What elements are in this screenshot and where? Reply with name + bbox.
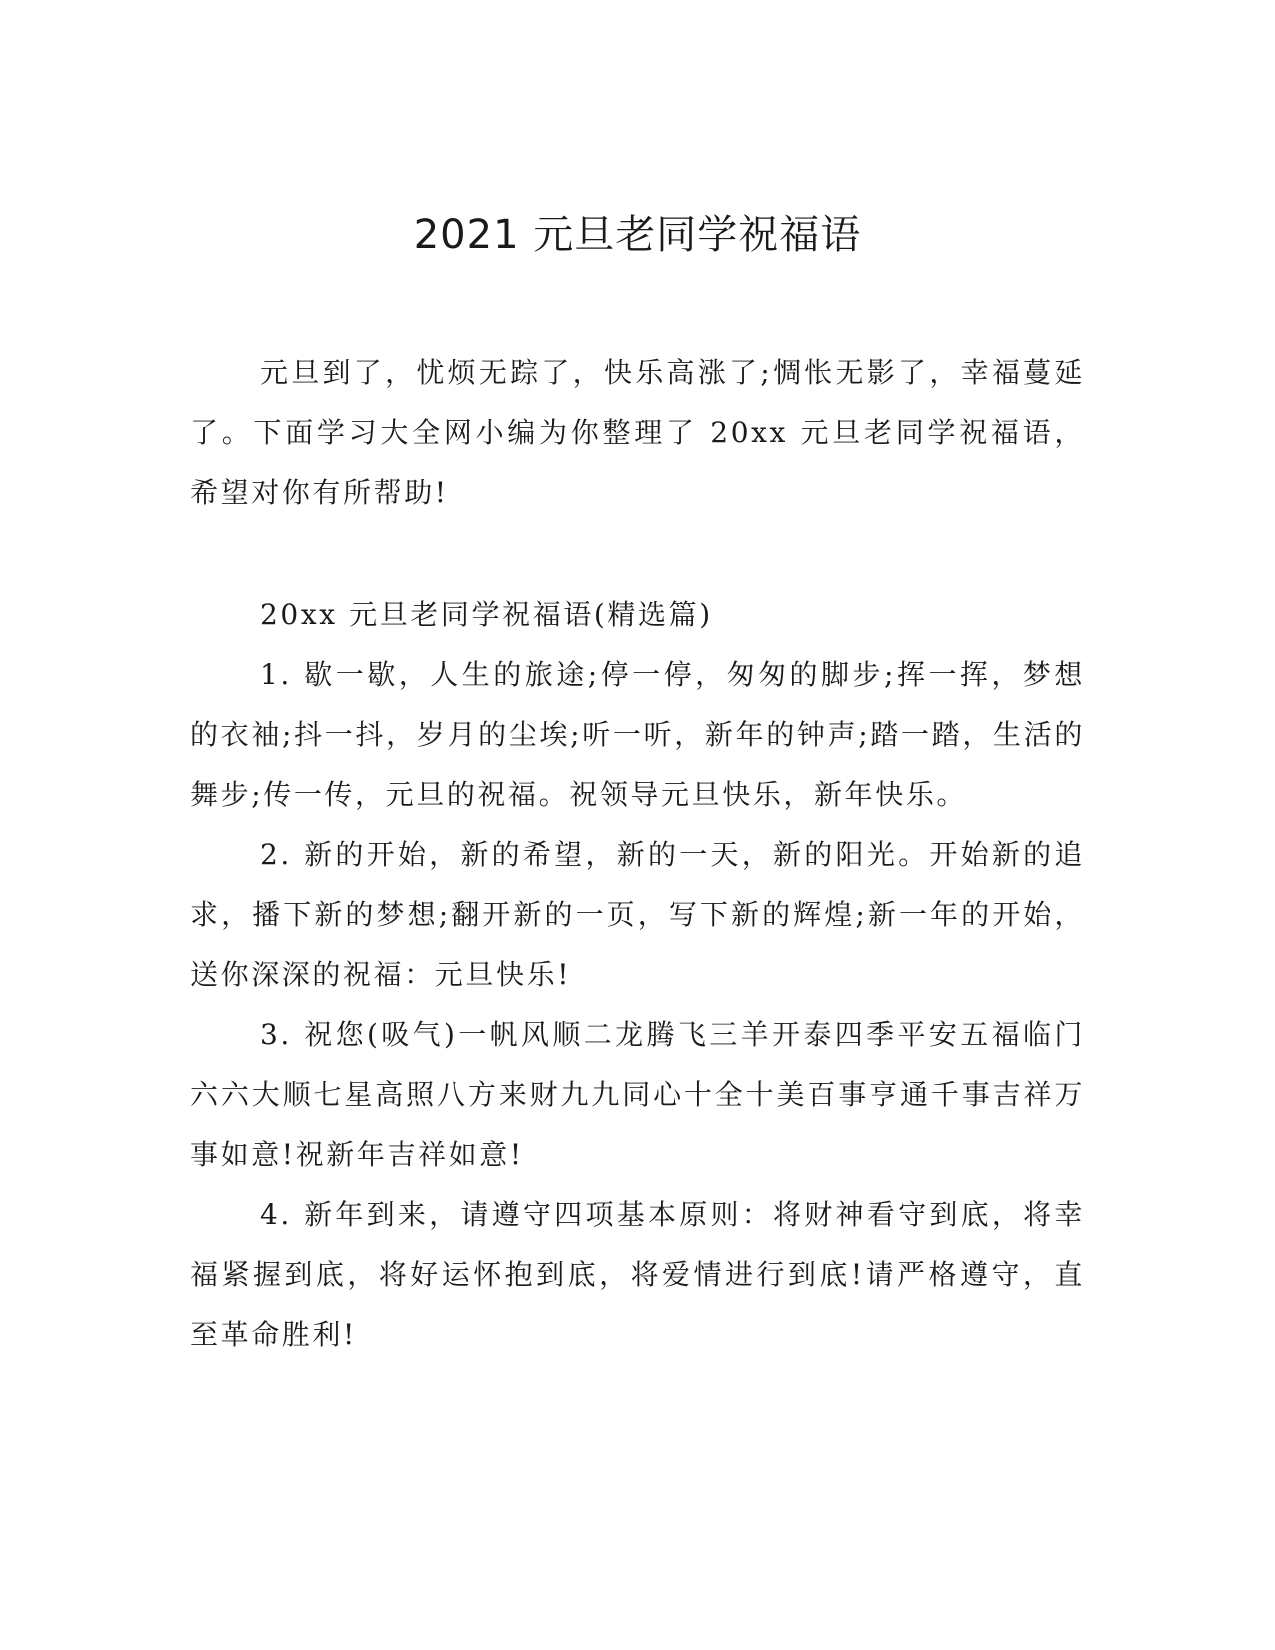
document-title: 2021 元旦老同学祝福语 [413, 212, 862, 258]
document-body [190, 343, 1085, 1365]
list-item: 1. 歇一歇，人生的旅途;停一停，匆匆的脚步;挥一挥，梦想的衣袖;抖一抖，岁月的尘埃;听一听，新年的钟声;踏一踏，生活的舞步;传一传，元旦的祝福。祝领导元旦快乐，新年快乐。 [190, 658, 1085, 811]
list-item: 4. 新年到来，请遵守四项基本原则：将财神看守到底，将幸福紧握到底，将好运怀抱到底，将爱情进行到底!请严格遵守，直至革命胜利! [190, 1198, 1085, 1351]
section-heading: 20xx 元旦老同学祝福语(精选篇) [260, 598, 713, 631]
list-item: 2. 新的开始，新的希望，新的一天，新的阳光。开始新的追求，播下新的梦想;翻开新的一页，写下新的辉煌;新一年的开始，送你深深的祝福：元旦快乐! [190, 838, 1085, 991]
list-item: 3. 祝您(吸气)一帆风顺二龙腾飞三羊开泰四季平安五福临门六六大顺七星高照八方来财九九同心十全十美百事亨通千事吉祥万事如意!祝新年吉祥如意! [190, 1018, 1085, 1171]
intro-paragraph: 元旦到了，忧烦无踪了，快乐高涨了;惆怅无影了，幸福蔓延了。下面学习大全网小编为你整理了 20xx 元旦老同学祝福语，希望对你有所帮助! [190, 356, 1085, 509]
